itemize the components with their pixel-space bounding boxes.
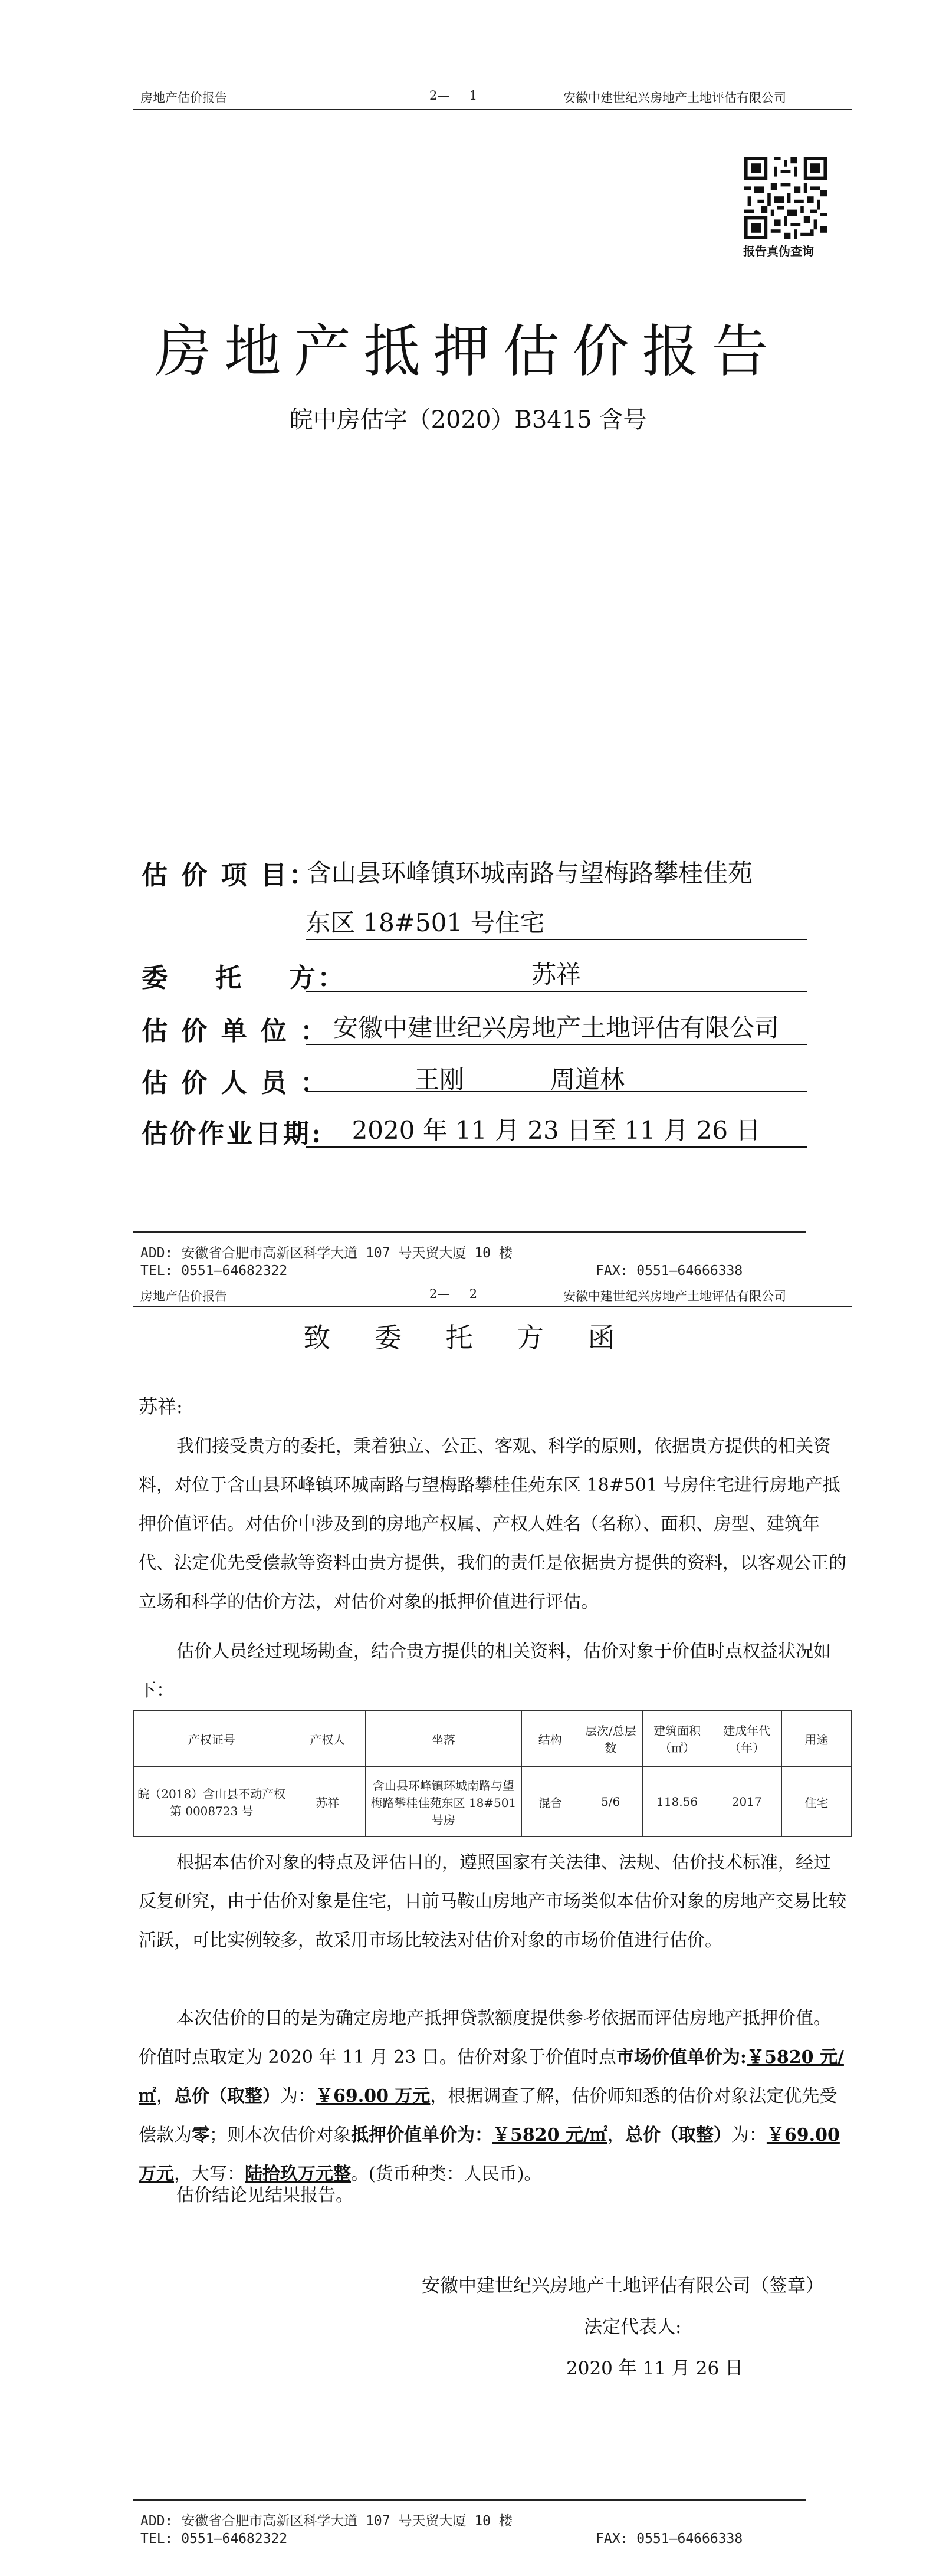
- th-location: 坐落: [366, 1711, 522, 1767]
- p4-text: 本次估价的目的是为确定房地产抵押贷款额度提供参考依据而评估房地产抵押价值。价值时点取定为 2020 年 11 月 23 日。估价对象于价值时点: [139, 2008, 831, 2068]
- mortgage-total-price: ￥69.00 万元: [139, 2125, 840, 2184]
- staff-name-1: 王刚: [415, 1065, 465, 1094]
- header-page-number: 2— 1: [429, 88, 478, 103]
- mortgage-total-label: 总价（取整）: [625, 2125, 731, 2145]
- th-floors: 层次/总层数: [579, 1711, 642, 1767]
- signature-date: 2020 年 11 月 26 日: [566, 2358, 744, 2379]
- paragraph-3: 根据本估价对象的特点及评估目的，遵照国家有关法律、法规、估价技术标准，经过反复研究，由于估价对象是住宅，目前马鞍山房地产市场类似本估价对象的房地产交易比较活跃，可比实例较多，故采用市场比较法对估价对象的市场价值进行估价。: [139, 1852, 846, 1951]
- paragraph-5: 估价结论见结果报告。: [176, 2185, 353, 2206]
- p4-text: ，: [156, 2086, 174, 2107]
- mortgage-unit-price-label: 抵押价值单价为：: [351, 2125, 492, 2145]
- header-report-name: 房地产估价报告: [140, 1289, 227, 1303]
- cell-owner: 苏祥: [290, 1767, 366, 1837]
- cell-floors: 5/6: [579, 1767, 642, 1837]
- footer-tel: TEL: 0551—64682322: [140, 2531, 288, 2547]
- p4-text: 。(货币种类：人民币)。: [351, 2164, 542, 2184]
- mortgage-unit-price: ￥5820 元/㎡: [492, 2125, 607, 2145]
- th-area: 建筑面积（㎡）: [642, 1711, 712, 1767]
- p4-text: ，根据调查了解，估价师知悉的估价对象法定优先受偿款为: [139, 2086, 838, 2145]
- footer-rule: [133, 1231, 806, 1233]
- th-owner: 产权人: [290, 1711, 366, 1767]
- project-value-line1: 含山县环峰镇环城南路与望梅路攀桂佳苑: [307, 859, 753, 888]
- staff-name-2: 周道林: [550, 1065, 625, 1094]
- cell-usage: 住宅: [781, 1767, 851, 1837]
- staff-underline: [306, 1060, 807, 1092]
- cell-structure: 混合: [521, 1767, 579, 1837]
- paragraph-1: 我们接受贵方的委托，秉着独立、公正、客观、科学的原则，依据贵方提供的相关资料，对位于含山县环峰镇环城南路与望梅路攀桂佳苑东区 18#501 号房住宅进行房地产抵押价值评估。对估价中涉及到的房地产权属、产权人姓名（名称）、面积、房型、建筑年代、法定优先受偿款等资料由贵方提供，我们的责任是依据贵方提供的资料，以客观公正的立场和科学的估价方法，对估价对象的抵押价值进行评估。: [139, 1436, 846, 1612]
- footer-address: ADD: 安徽省合肥市高新区科学大道 107 号天贸大厦 10 楼: [140, 2513, 513, 2529]
- cell-area: 118.56: [642, 1767, 712, 1837]
- qr-caption: 报告真伪查询: [743, 244, 814, 258]
- footer-tel: TEL: 0551—64682322: [140, 1263, 288, 1279]
- header-report-name: 房地产估价报告: [140, 91, 227, 105]
- footer-rule: [133, 2499, 806, 2501]
- market-total-label: 总价（取整）: [174, 2086, 280, 2107]
- header-rule: [133, 109, 852, 110]
- qr-code-icon: [744, 157, 827, 239]
- th-structure: 结构: [521, 1711, 579, 1767]
- p4-text: ；则本次估价对象: [209, 2125, 351, 2145]
- cell-cert-no: 皖（2018）含山县不动产权第 0008723 号: [134, 1767, 290, 1837]
- th-cert-no: 产权证号: [134, 1711, 290, 1767]
- letter-title: 致 委 托 方 函: [303, 1322, 633, 1353]
- salutation: 苏祥:: [139, 1395, 183, 1418]
- report-title: 房地产抵押估价报告: [155, 318, 781, 385]
- unit-value: 安徽中建世纪兴房地产土地评估有限公司: [306, 1008, 807, 1045]
- client-label: 委 托 方：: [142, 963, 346, 993]
- paragraph-4: [139, 1999, 846, 2194]
- date-label: 估价作业日期:: [142, 1119, 324, 1149]
- footer-fax: FAX: 0551—64666338: [596, 1263, 743, 1279]
- market-unit-price-label: 市场价值单价为:: [616, 2047, 747, 2068]
- footer-fax: FAX: 0551—64666338: [596, 2531, 743, 2547]
- table-row: [134, 1767, 852, 1837]
- paragraph-2: 估价人员经过现场勘查，结合贵方提供的相关资料，估价对象于价值时点权益状况如下：: [139, 1641, 831, 1701]
- project-label: 估 价 项 目：: [142, 860, 317, 891]
- rights-table: [133, 1710, 852, 1837]
- client-value: 苏祥: [306, 955, 807, 992]
- amount-in-words: 陆拾玖万元整: [245, 2164, 351, 2184]
- legal-representative: 法定代表人:: [584, 2317, 682, 2338]
- th-year: 建成年代（年）: [712, 1711, 781, 1767]
- cell-location: 含山县环峰镇环城南路与望梅路攀桂佳苑东区 18#501 号房: [366, 1767, 522, 1837]
- p4-text: ，大写：: [174, 2164, 245, 2184]
- header-company: 安徽中建世纪兴房地产土地评估有限公司: [563, 91, 786, 105]
- market-total-price: ￥69.00 万元: [316, 2086, 431, 2107]
- signature-company: 安徽中建世纪兴房地产土地评估有限公司（签章）: [422, 2275, 824, 2296]
- footer-address: ADD: 安徽省合肥市高新区科学大道 107 号天贸大厦 10 楼: [140, 1246, 513, 1261]
- header-company: 安徽中建世纪兴房地产土地评估有限公司: [563, 1289, 786, 1303]
- p4-text: 为：: [731, 2125, 767, 2145]
- p4-text: ，: [607, 2125, 625, 2145]
- document-number: 皖中房估字（2020）B3415 含号: [289, 406, 647, 433]
- th-usage: 用途: [781, 1711, 851, 1767]
- market-unit-price: ￥5820 元/㎡: [139, 2047, 844, 2107]
- table-header-row: [134, 1711, 852, 1767]
- staff-label: 估 价 人 员 ：: [142, 1068, 329, 1098]
- date-value: 2020 年 11 月 23 日至 11 月 26 日: [306, 1111, 807, 1148]
- header-rule: [133, 1306, 852, 1307]
- project-value-line2: 东区 18#501 号住宅: [306, 903, 807, 940]
- priority-amount: 零: [192, 2125, 209, 2145]
- cell-year: 2017: [712, 1767, 781, 1837]
- header-page-number: 2— 2: [429, 1287, 478, 1301]
- unit-label: 估 价 单 位 ：: [142, 1016, 329, 1046]
- p4-text: 为：: [280, 2086, 316, 2107]
